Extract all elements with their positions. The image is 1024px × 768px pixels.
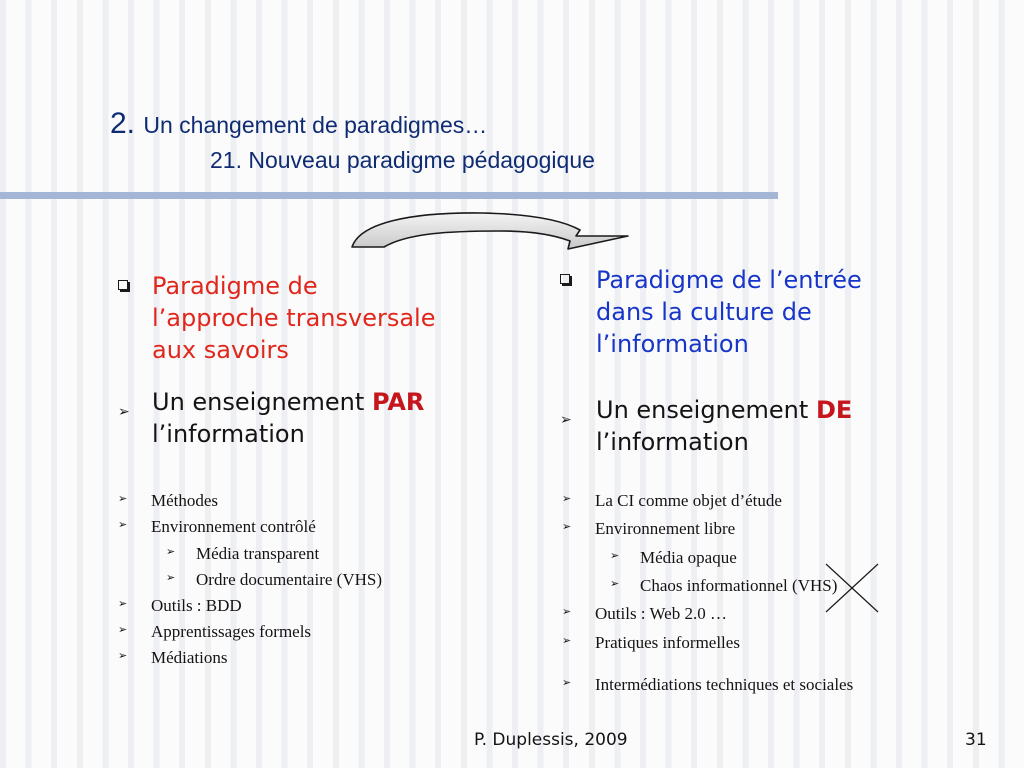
arrow-bullet-icon: ➢	[562, 634, 572, 647]
list-item-text: Médiations	[151, 648, 228, 667]
arrow-bullet-icon: ➢	[610, 549, 620, 562]
list-item-text: Ordre documentaire (VHS)	[196, 570, 382, 589]
arrow-bullet-icon: ➢	[118, 597, 128, 610]
list-item-text: Média opaque	[640, 548, 737, 567]
list-item-text: Environnement libre	[595, 519, 736, 538]
arrow-bullet-icon: ➢	[166, 571, 176, 584]
list-item-text: Outils : BDD	[151, 596, 242, 615]
list-item-text: Environnement contrôlé	[151, 517, 316, 536]
list-item-text: Outils : Web 2.0 …	[595, 604, 727, 623]
list-item	[562, 633, 740, 653]
cross-mark-icon	[820, 560, 884, 616]
right-heading	[560, 264, 940, 360]
title-divider	[0, 192, 778, 199]
list-item	[562, 675, 854, 695]
list-item-text: Intermédiations techniques et sociales	[595, 675, 854, 694]
left-heading	[118, 270, 508, 366]
list-item-text: La CI comme objet d’étude	[595, 491, 782, 510]
right-main-suffix: l’information	[596, 428, 749, 456]
arrow-bullet-icon: ➢	[562, 492, 572, 505]
footer-author: P. Duplessis, 2009	[474, 730, 628, 750]
list-item	[118, 648, 228, 668]
list-item	[118, 491, 219, 511]
right-main-prefix: Un enseignement	[596, 396, 809, 424]
list-item-text: Méthodes	[151, 491, 219, 510]
title-number: 2.	[110, 107, 136, 140]
left-main-prefix: Un enseignement	[152, 388, 365, 416]
slide-title	[110, 107, 487, 142]
left-main-highlight: PAR	[371, 388, 425, 416]
list-item	[610, 548, 737, 568]
list-item	[562, 491, 782, 511]
title-heading: Un changement de paradigmes…	[143, 112, 488, 138]
arrow-bullet-icon: ➢	[118, 518, 128, 531]
arrow-bullet-icon: ➢	[118, 623, 128, 636]
list-item-text: Média transparent	[196, 544, 320, 563]
arrow-bullet-icon: ➢	[562, 520, 572, 533]
left-main-suffix: l’information	[152, 420, 305, 448]
arrow-bullet-icon: ➢	[560, 412, 572, 428]
right-heading-line: l’information	[596, 330, 749, 358]
left-heading-line: Paradigme de	[152, 272, 318, 300]
square-bullet-icon	[118, 280, 128, 290]
list-item-text: Chaos informationnel (VHS)	[640, 576, 838, 595]
slide-subtitle: 21. Nouveau paradigme pédagogique	[210, 147, 595, 173]
list-item-text: Pratiques informelles	[595, 633, 740, 652]
right-main-point	[560, 394, 940, 458]
left-heading-line: l’approche transversale	[152, 304, 436, 332]
right-heading-line: dans la culture de	[596, 298, 812, 326]
list-item	[166, 544, 320, 564]
list-item	[166, 570, 382, 590]
page-number: 31	[965, 730, 987, 750]
curved-arrow-icon	[340, 205, 640, 255]
arrow-bullet-icon: ➢	[166, 545, 176, 558]
arrow-bullet-icon: ➢	[610, 577, 620, 590]
arrow-bullet-icon: ➢	[118, 492, 128, 505]
list-item	[562, 519, 736, 539]
left-heading-line: aux savoirs	[152, 336, 289, 364]
list-item	[118, 517, 316, 537]
right-main-highlight: DE	[815, 396, 853, 424]
list-item	[118, 622, 312, 642]
list-item-text: Apprentissages formels	[151, 622, 312, 641]
arrow-bullet-icon: ➢	[118, 649, 128, 662]
square-bullet-icon	[560, 274, 570, 284]
arrow-bullet-icon: ➢	[118, 404, 130, 420]
right-heading-line: Paradigme de l’entrée	[596, 266, 862, 294]
arrow-bullet-icon: ➢	[562, 676, 572, 689]
left-main-point	[118, 386, 508, 450]
list-item	[610, 576, 838, 596]
list-item	[562, 604, 727, 624]
arrow-bullet-icon: ➢	[562, 605, 572, 618]
list-item	[118, 596, 242, 616]
